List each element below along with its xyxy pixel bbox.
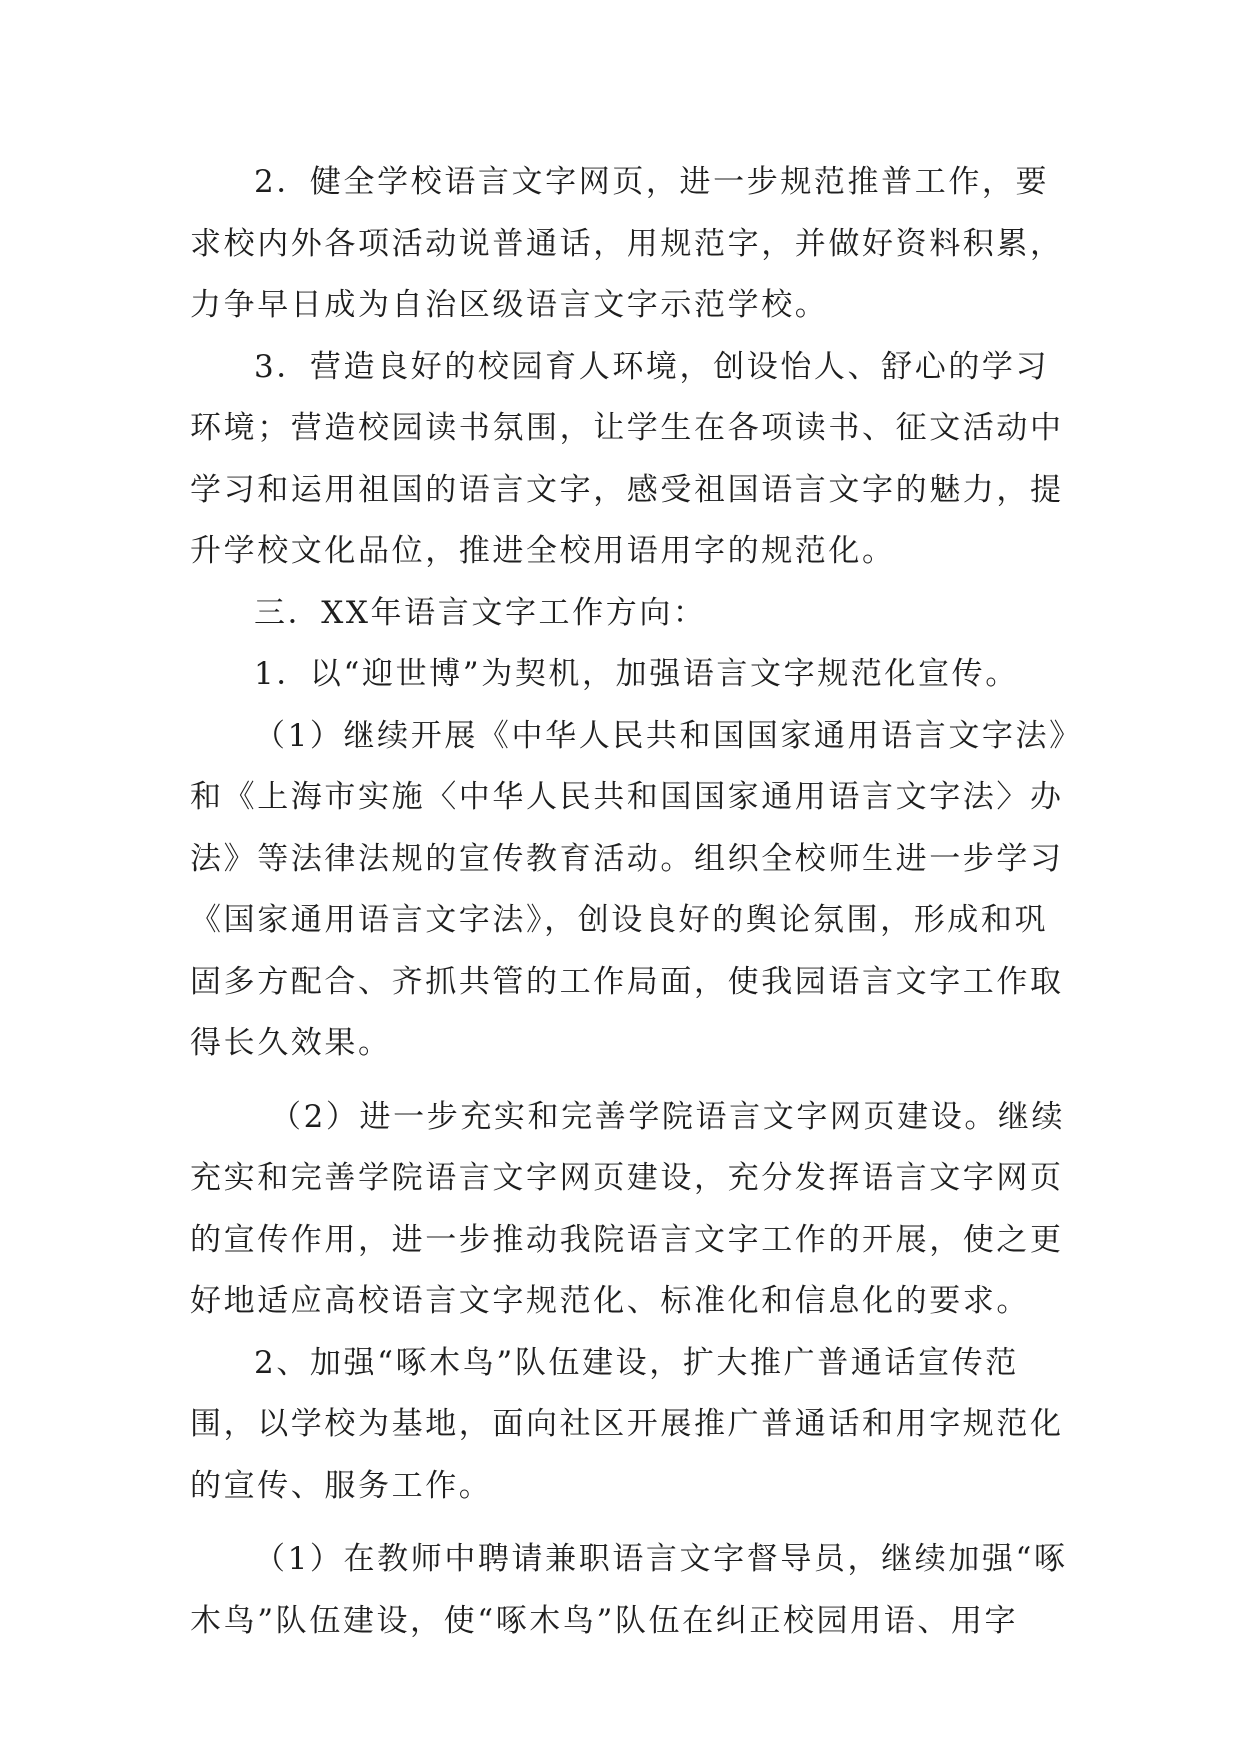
- section-heading-text: 三．XX年语言文字工作方向：: [254, 594, 707, 631]
- text-line: 环境；营造校园读书氛围，让学生在各项读书、征文活动中: [190, 410, 1064, 446]
- text-line: 《国家通用语言文字法》，创设良好的舆论氛围，形成和巩: [190, 902, 1049, 938]
- text-line: 求校内外各项活动说普通话，用规范字，并做好资料积累，: [190, 225, 1064, 262]
- text-line: 的宣传作用，进一步推动我院语言文字工作的开展，使之更: [190, 1221, 1064, 1258]
- text-line: （1）在教师中聘请兼职语言文字督导员，继续加强“啄: [254, 1541, 1068, 1577]
- paragraph-gap: [190, 1517, 1070, 1529]
- text-line: 得长久效果。: [190, 1025, 392, 1061]
- paragraph-gap: [190, 1075, 1070, 1087]
- text-line: （2）进一步充实和完善学院语言文字网页建设。继续: [270, 1098, 1066, 1135]
- paragraph-item-2: [190, 152, 1070, 337]
- text-line: 法》等法律法规的宣传教育活动。组织全校师生进一步学习: [190, 840, 1064, 877]
- document-body: [190, 152, 1083, 1652]
- paragraph-subitem-1-2: [190, 1087, 1070, 1333]
- text-line: 力争早日成为自治区级语言文字示范学校。: [190, 287, 829, 323]
- text-line: 好地适应高校语言文字规范化、标准化和信息化的要求。: [190, 1283, 1030, 1319]
- text-line: 充实和完善学院语言文字网页建设，充分发挥语言文字网页: [190, 1160, 1064, 1196]
- paragraph-subitem-2-1: [190, 1529, 1070, 1652]
- section-heading-3: [190, 583, 1070, 645]
- text-line: 的宣传、服务工作。: [190, 1467, 493, 1504]
- text-line: 2．健全学校语言文字网页，进一步规范推普工作，要: [254, 164, 1050, 200]
- paragraph-direction-1: [190, 644, 1070, 706]
- text-line: 和《上海市实施〈中华人民共和国国家通用语言文字法〉办: [190, 779, 1064, 815]
- text-line: 学习和运用祖国的语言文字，感受祖国语言文字的魅力，提: [190, 471, 1064, 508]
- text-line: 3．营造良好的校园育人环境，创设怡人、舒心的学习: [254, 348, 1050, 385]
- text-line: 2、加强“啄木鸟”队伍建设，扩大推广普通话宣传范: [254, 1344, 1019, 1381]
- paragraph-subitem-1-1: [190, 706, 1083, 1075]
- paragraph-direction-2: [190, 1333, 1070, 1518]
- text-line: 围，以学校为基地，面向社区开展推广普通话和用字规范化: [190, 1406, 1064, 1442]
- text-line: 1．以“迎世博”为契机，加强语言文字规范化宣传。: [254, 656, 1019, 692]
- paragraph-item-3: [190, 337, 1070, 583]
- text-line: 固多方配合、齐抓共管的工作局面，使我园语言文字工作取: [190, 963, 1064, 1000]
- text-line: 木鸟”队伍建设，使“啄木鸟”队伍在纠正校园用语、用字: [190, 1602, 1019, 1639]
- text-line: 升学校文化品位，推进全校用语用字的规范化。: [190, 533, 896, 569]
- text-line: （1）继续开展《中华人民共和国国家通用语言文字法》: [254, 717, 1083, 754]
